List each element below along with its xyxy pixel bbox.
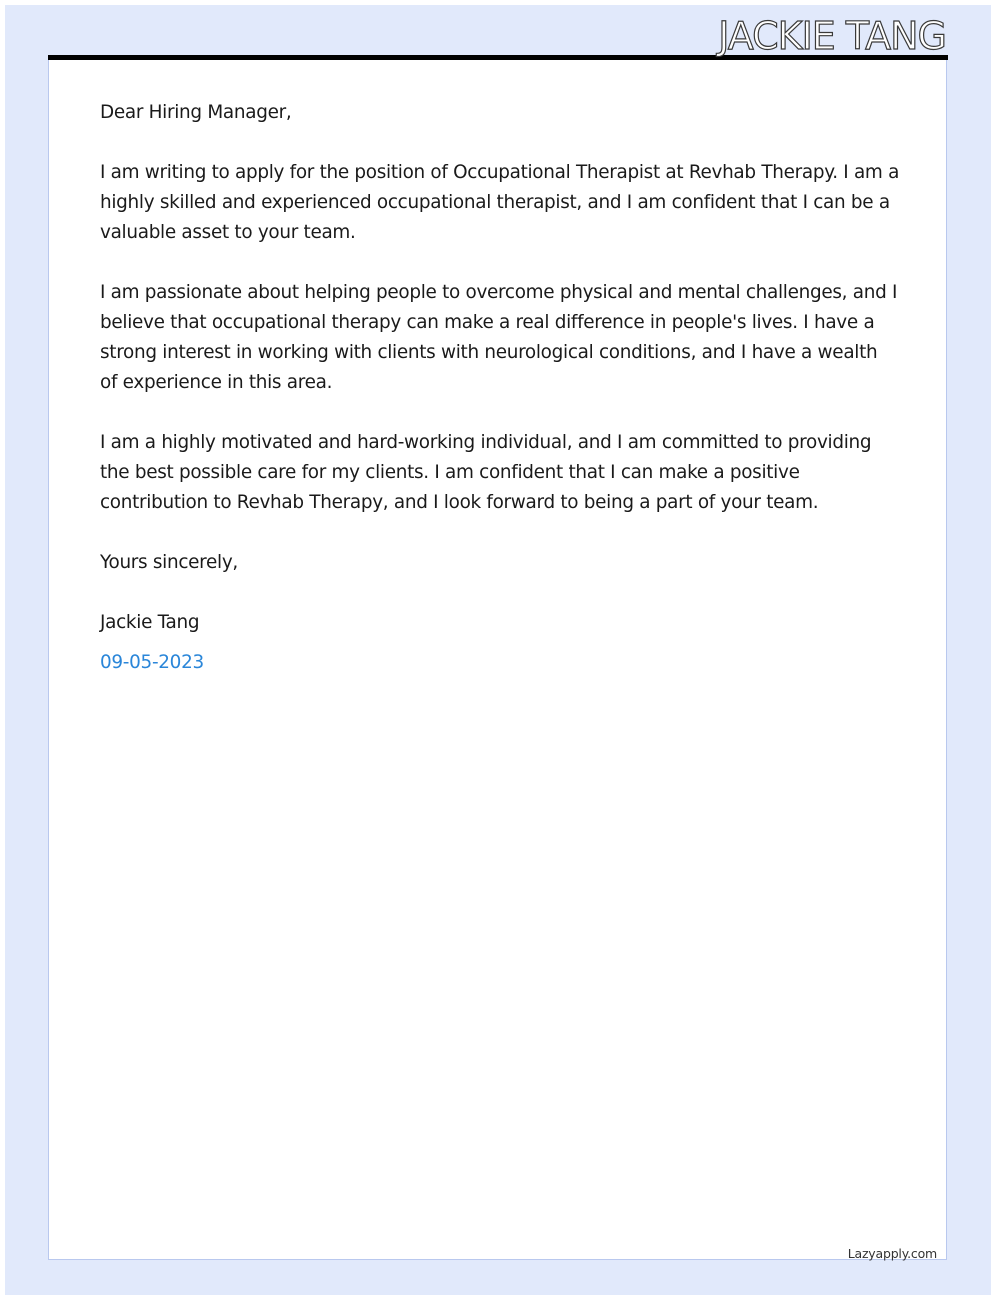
letter-date: 09-05-2023 [100, 652, 204, 673]
letter-paragraph: I am writing to apply for the position of Occupational Therapist at Revhab Therapy. I am a highly skilled and experienced occupational therapist, and I am confident that I can be a valuable asset to your team. [100, 162, 900, 243]
letter-signature: Jackie Tang [100, 612, 200, 633]
cover-letter-body [100, 98, 900, 678]
letter-salutation: Dear Hiring Manager, [100, 102, 292, 123]
footer-credit: Lazyapply.com [847, 1246, 937, 1261]
letter-paragraph: I am a highly motivated and hard-working individual, and I am committed to providing the best possible care for my clients. I am confident that I can make a positive contribution to Revhab Therapy, and I look forward to being a part of your team. [100, 432, 872, 513]
letter-paragraph: I am passionate about helping people to overcome physical and mental challenges, and I believe that occupational therapy can make a real difference in people's lives. I have a strong interest in working with clients with neurological conditions, and I have a wealth of experience in this area. [100, 282, 898, 393]
applicant-name-heading: JACKIE TANG [718, 14, 946, 58]
letter-closing: Yours sincerely, [100, 552, 238, 573]
